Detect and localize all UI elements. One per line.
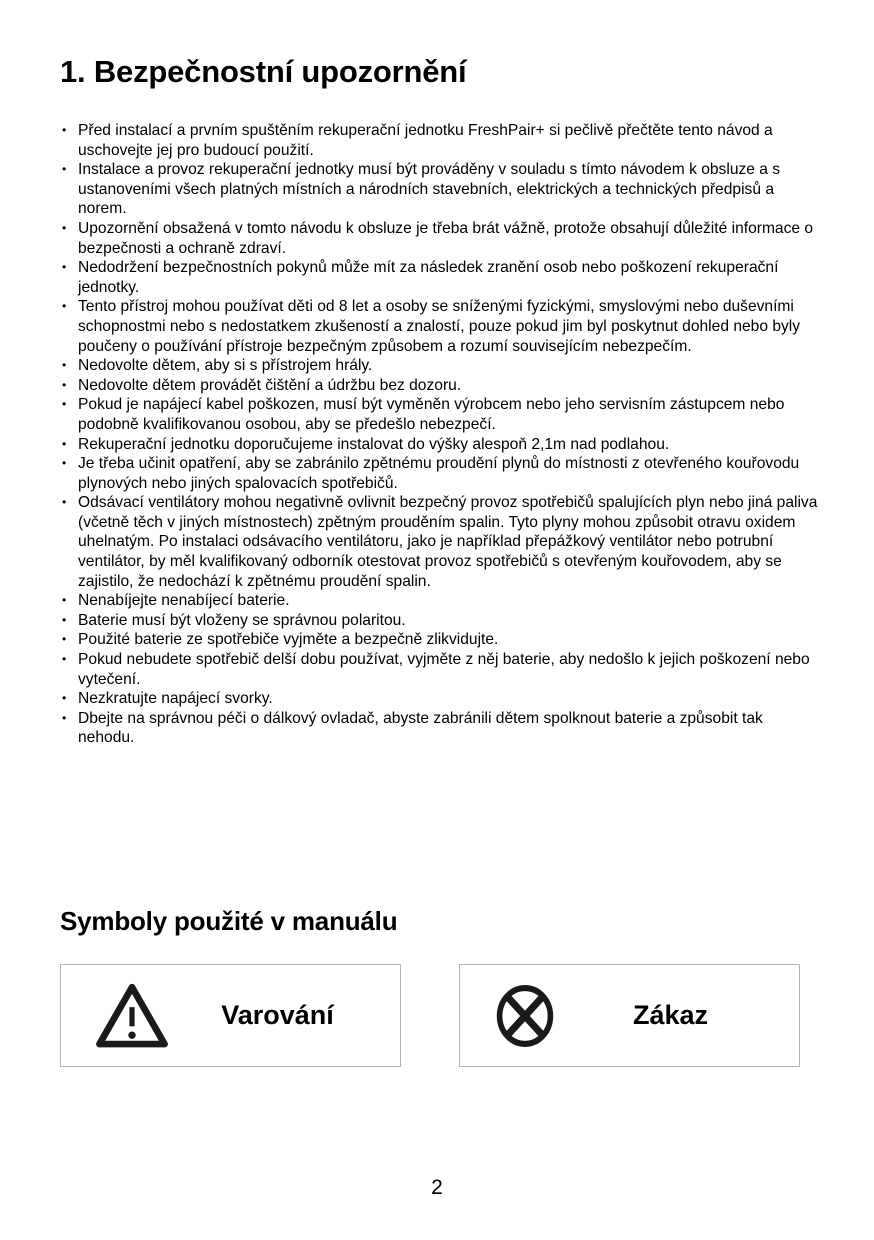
safety-bullet: • Nedodržení bezpečnostních pokynů může mít za následek zranění osob nebo poškození rekuperační jednotky.: [60, 258, 818, 297]
symbols-section-heading: Symboly použité v manuálu: [60, 906, 398, 936]
warning-triangle-icon: [95, 982, 169, 1050]
safety-bullet: • Instalace a provoz rekuperační jednotky musí být prováděny v souladu s tímto návodem k obsluze a s ustanoveními všech platných místních a národních stavebních, elektrických a technických předpisů a norem.: [60, 160, 818, 219]
safety-bullet: • Nenabíjejte nenabíjecí baterie.: [60, 591, 818, 611]
warning-symbol-box: [60, 964, 401, 1067]
safety-bullet: • Použité baterie ze spotřebiče vyjměte a bezpečně zlikvidujte.: [60, 630, 818, 650]
prohibition-symbol-label: Zákaz: [632, 1000, 709, 1030]
safety-bullet: • Je třeba učinit opatření, aby se zabránilo zpětnému proudění plynů do místnosti z otevřeného kouřovodu plynových nebo jiných spalovacích spotřebičů.: [60, 454, 818, 493]
safety-bullet: • Pokud nebudete spotřebič delší dobu používat, vyjměte z něj baterie, aby nedošlo k jejich poškození nebo vytečení.: [60, 650, 818, 689]
safety-bullet: • Tento přístroj mohou používat děti od 8 let a osoby se sníženými fyzickými, smyslovými nebo duševními schopnostmi nebo s nedostatkem zkušeností a znalostí, pouze pokud jim byl poskytnut dohled nebo byly poučeny o používání přístroje bezpečným způsobem a rozumí souvisejícím nebezpečím.: [60, 297, 818, 356]
page-title: 1. Bezpečnostní upozornění: [60, 54, 467, 89]
prohibition-icon: [494, 982, 556, 1050]
safety-bullet: • Pokud je napájecí kabel poškozen, musí být vyměněn výrobcem nebo jeho servisním zástupcem nebo podobně kvalifikovanou osobou, aby se předešlo nebezpečí.: [60, 395, 818, 434]
safety-bullet: • Dbejte na správnou péči o dálkový ovladač, abyste zabránili dětem spolknout baterie a způsobit tak nehodu.: [60, 709, 818, 748]
safety-bullet: • Upozornění obsažená v tomto návodu k obsluze je třeba brát vážně, protože obsahují důležité informace o bezpečnosti a ochraně zdraví.: [60, 219, 818, 258]
safety-bullet-list: [60, 121, 818, 748]
safety-bullet: • Nezkratujte napájecí svorky.: [60, 689, 818, 709]
prohibition-symbol-box: [459, 964, 800, 1067]
safety-bullet: • Nedovolte dětem, aby si s přístrojem hrály.: [60, 356, 818, 376]
safety-bullet: • Před instalací a prvním spuštěním rekuperační jednotku FreshPair+ si pečlivě přečtěte tento návod a uschovejte jej pro budoucí použití.: [60, 121, 818, 160]
safety-bullet: • Rekuperační jednotku doporučujeme instalovat do výšky alespoň 2,1m nad podlahou.: [60, 435, 818, 455]
safety-bullet: • Baterie musí být vloženy se správnou polaritou.: [60, 611, 818, 631]
safety-bullet: • Nedovolte dětem provádět čištění a údržbu bez dozoru.: [60, 376, 818, 396]
warning-symbol-label: Varování: [221, 1000, 334, 1030]
symbols-legend: [60, 964, 800, 1067]
page-number: 2: [431, 1176, 443, 1199]
safety-bullet: • Odsávací ventilátory mohou negativně ovlivnit bezpečný provoz spotřebičů spalujících plyn nebo jiná paliva (včetně těch v jiných místnostech) zpětným prouděním spalin. Tyto plyny mohou způsobit otravu oxidem uhelnatým. Po instalaci odsávacího ventilátoru, jako je například přepážkový ventilátor nebo potrubní ventilátor, by měl kvalifikovaný odborník otestovat provoz spotřebičů s otevřeným kouřovodem, aby se zajistilo, že nedochází k zpětnému proudění spalin.: [60, 493, 818, 591]
